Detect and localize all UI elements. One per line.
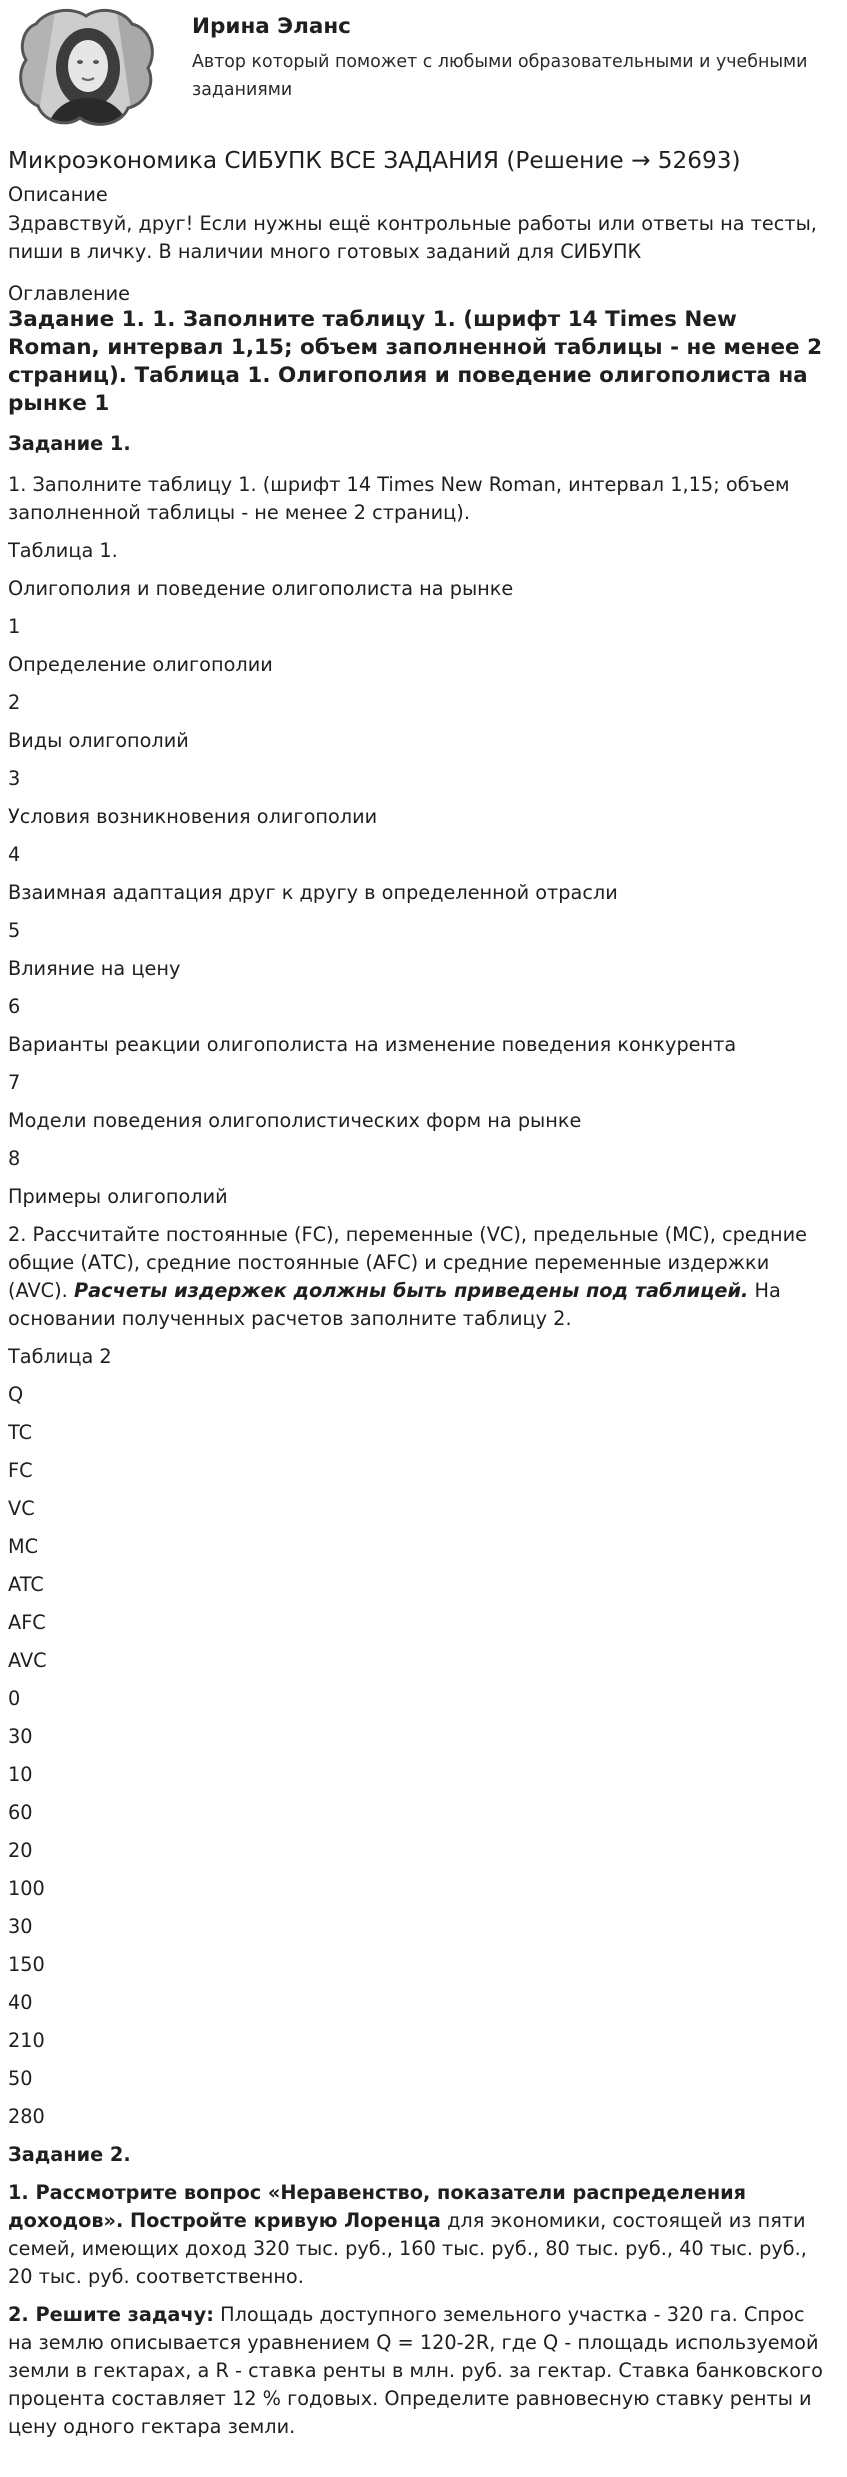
table1-row-text: Виды олигополий (8, 729, 189, 752)
description-text: Здравствуй, друг! Если нужны ещё контрольные работы или ответы на тесты, пиши в личку. В наличии много готовых заданий для СИБУПК (8, 212, 817, 263)
table2-cell: TC (8, 1421, 33, 1444)
table2-cell: 150 (8, 1953, 45, 1976)
table2-cell: 40 (8, 1991, 33, 2014)
task2-item2-bold: 2. Решите задачу: (8, 2303, 214, 2326)
table1-title: Олигополия и поведение олигополиста на рынке (8, 577, 514, 600)
task1-heading: Задание 1. (8, 432, 131, 455)
avatar-image (16, 6, 158, 130)
table1-row-num: 4 (8, 843, 21, 866)
task2-item2 (8, 2301, 826, 2441)
table1-row-num: 7 (8, 1071, 21, 1094)
table2-cell: 60 (8, 1801, 33, 1824)
table2-cell: Q (8, 1383, 24, 1406)
task2-item2-tail: Площадь доступного земельного участка - 320 га. Спрос на землю описывается уравнением Q = 120-2R, где Q - площадь используемой земли в гектарах, а R - ставка ренты в млн. руб. за гектар. Ставка банковского процента составляет 12 % годовых. Определите равновесную ставку ренты и цену одного гектара земли. (8, 2303, 823, 2438)
table2-cell: 100 (8, 1877, 45, 1900)
table2-cell: 280 (8, 2105, 45, 2128)
task1-item2 (8, 1221, 826, 1333)
table1-row-num: 8 (8, 1147, 21, 1170)
task1-item2-tail: На основании полученных расчетов заполните таблицу 2. (8, 1279, 781, 1330)
table2-caption: Таблица 2 (8, 1345, 112, 1368)
table1-row-num: 6 (8, 995, 21, 1018)
task2-item1-bold: 1. Рассмотрите вопрос «Неравенство, показатели распределения доходов». Постройте кривую Лоренца (8, 2181, 747, 2232)
author-header (8, 0, 833, 140)
table2-cell: 210 (8, 2029, 45, 2052)
author-description: Автор который поможет с любыми образовательными и учебными заданиями (192, 52, 808, 100)
table1-row-text: Влияние на цену (8, 957, 181, 980)
table1-row-text: Определение олигополии (8, 653, 273, 676)
table2-cell: 50 (8, 2067, 33, 2090)
avatar[interactable] (16, 6, 158, 130)
table2-cell: 30 (8, 1915, 33, 1938)
table2-cell: VC (8, 1497, 35, 1520)
table1-row-num: 1 (8, 615, 21, 638)
task1-item2-lead: 2. Рассчитайте постоянные (FC), переменные (VC), предельные (МС), средние общие (АТС), средние постоянные (AFC) и средние переменные издержки (AVC). (8, 1223, 808, 1302)
task2-item1 (8, 2179, 826, 2291)
table2-cell: 10 (8, 1763, 33, 1786)
description-label: Описание (8, 183, 108, 206)
table2-cell: 0 (8, 1687, 21, 1710)
task2-heading: Задание 2. (8, 2143, 131, 2166)
table1-caption: Таблица 1. (8, 539, 118, 562)
task1-item2-emphasis: Расчеты издержек должны быть приведены под таблицей. (73, 1279, 749, 1302)
task1-intro: 1. Заполните таблицу 1. (шрифт 14 Times New Roman, интервал 1,15; объем заполненной таблицы - не менее 2 страниц). (8, 473, 790, 524)
table2-cell: ATC (8, 1573, 44, 1596)
table2-cells (8, 1381, 833, 2131)
table1-row-text: Условия возникновения олигополии (8, 805, 378, 828)
table1-row-num: 5 (8, 919, 21, 942)
table1-row-text: Примеры олигополий (8, 1185, 228, 1208)
table1-rows (8, 613, 833, 1211)
table2-cell: FC (8, 1459, 33, 1482)
page-title: Микроэкономика СИБУПК ВСЕ ЗАДАНИЯ (Решение → 52693) (8, 147, 741, 174)
table1-row-text: Взаимная адаптация друг к другу в определенной отрасли (8, 881, 618, 904)
table1-row-text: Модели поведения олигополистических форм на рынке (8, 1109, 582, 1132)
table2-cell: 30 (8, 1725, 33, 1748)
author-name[interactable]: Ирина Эланс (192, 14, 351, 39)
task2-item1-tail: для экономики, состоящей из пяти семей, имеющих доход 320 тыс. руб., 160 тыс. руб., 80 тыс. руб., 40 тыс. руб., 20 тыс. руб. соответственно. (8, 2209, 807, 2288)
table2-cell: MC (8, 1535, 39, 1558)
table2-cell: 20 (8, 1839, 33, 1862)
toc-title: Задание 1. 1. Заполните таблицу 1. (шрифт 14 Times New Roman, интервал 1,15; объем заполненной таблицы - не менее 2 страниц). Таблица 1. Олигополия и поведение олигополиста на рынке 1 (8, 307, 823, 416)
table1-row-text: Варианты реакции олигополиста на изменение поведения конкурента (8, 1033, 737, 1056)
table2-cell: AFC (8, 1611, 46, 1634)
table1-row-num: 2 (8, 691, 21, 714)
toc-label: Оглавление (8, 282, 130, 305)
table1-row-num: 3 (8, 767, 21, 790)
table2-cell: AVC (8, 1649, 47, 1672)
